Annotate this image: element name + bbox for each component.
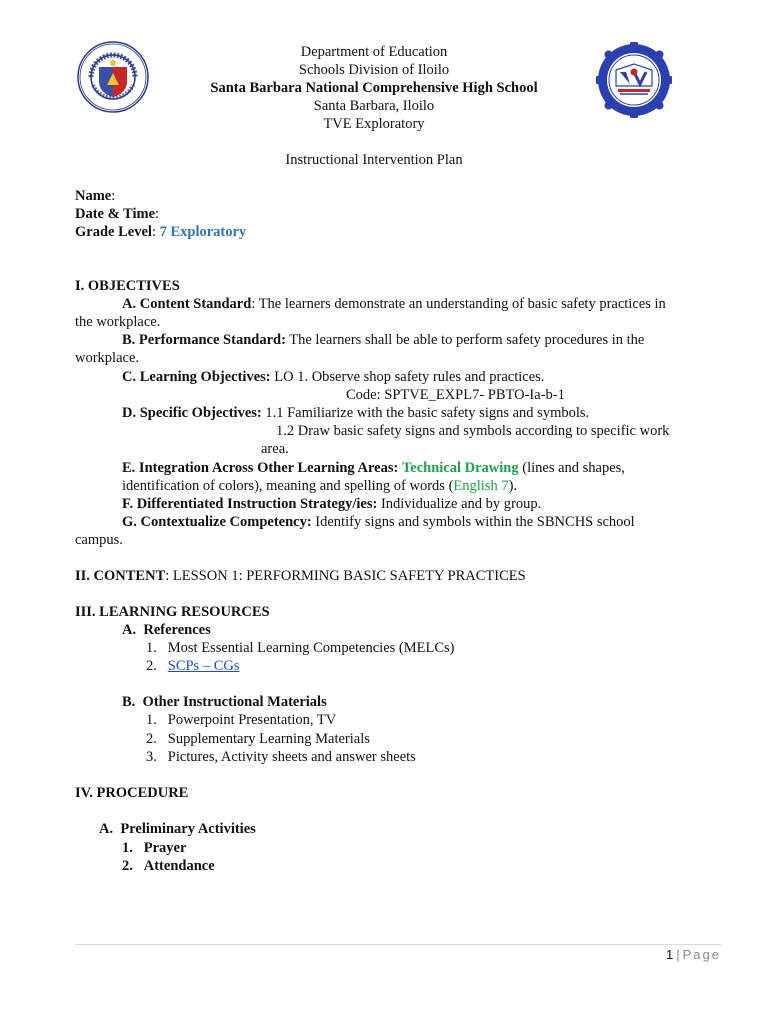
specific-objectives-label: D. Specific Objectives: (122, 405, 262, 421)
objectives-heading: I. OBJECTIVES (75, 278, 180, 294)
preliminary-activities-heading (99, 821, 256, 838)
list-item (146, 731, 370, 748)
list-item-number: 1. (146, 712, 157, 728)
list-item-text: Attendance (143, 858, 215, 874)
page-footer (666, 947, 721, 962)
list-item (122, 840, 186, 857)
specific-objectives-text-1: 1.1 Familiarize with the basic safety signs and symbols. (261, 405, 590, 421)
list-item-text: Powerpoint Presentation, TV (167, 712, 337, 728)
content-text: : LESSON 1: PERFORMING BASIC SAFETY PRACTICES (165, 568, 526, 584)
list-item-text: Supplementary Learning Materials (167, 731, 370, 747)
preliminary-label: Preliminary Activities (120, 821, 256, 837)
name-colon: : (111, 188, 116, 204)
learning-resources-heading: III. LEARNING RESOURCES (75, 604, 270, 620)
integration-technical-drawing: Technical Drawing (401, 460, 519, 476)
date-time-label: Date & Time (75, 206, 156, 222)
integration-text-2a: identification of colors), meaning and spelling of words ( (122, 478, 454, 494)
content-standard-label: A. Content Standard (122, 296, 252, 312)
performance-standard (122, 332, 644, 349)
list-item (122, 858, 215, 875)
performance-standard-label: B. Performance Standard: (122, 332, 286, 348)
learning-objectives (122, 369, 544, 386)
list-item-text: Pictures, Activity sheets and answer sheets (167, 749, 416, 765)
page-word: Page (682, 947, 721, 962)
header-school-name: Santa Barbara National Comprehensive High School (210, 80, 538, 96)
differentiated-instruction-text: Individualize and by group. (377, 496, 542, 512)
contextualize-competency-cont: campus. (75, 532, 123, 548)
name-label: Name (75, 188, 112, 204)
footer-divider (75, 944, 721, 945)
performance-standard-text: The learners shall be able to perform safety procedures in the (285, 332, 645, 348)
specific-objectives-text-2: 1.2 Draw basic safety signs and symbols according to specific work (276, 423, 670, 439)
content-standard-cont: the workplace. (75, 314, 161, 330)
list-item-number: 3. (146, 749, 157, 765)
integration-areas-cont (122, 478, 517, 495)
content-standard-text: : The learners demonstrate an understanding of basic safety practices in (251, 296, 666, 312)
scps-cgs-link[interactable]: SCPs – CGs (167, 658, 240, 674)
references-label: References (143, 622, 211, 638)
header-line-program: TVE Exploratory (323, 116, 425, 132)
list-item-text: Most Essential Learning Competencies (MELCs) (167, 640, 455, 656)
footer-separator: | (676, 947, 680, 962)
page-number: 1 (666, 947, 674, 962)
content-standard (122, 296, 666, 313)
differentiated-instruction-label: F. Differentiated Instruction Strategy/ies: (122, 496, 378, 512)
references-marker: A. (122, 622, 137, 638)
list-item-number: 2. (146, 658, 157, 674)
date-time-colon: : (155, 206, 160, 222)
learning-objectives-code: Code: SPTVE_EXPL7- PBTO-Ia-b-1 (346, 387, 565, 403)
differentiated-instruction (122, 496, 541, 513)
contextualize-competency (122, 514, 635, 531)
content-section (75, 568, 526, 585)
contextualize-competency-text: Identify signs and symbols within the SBNCHS school (311, 514, 635, 530)
learning-objectives-text: LO 1. Observe shop safety rules and practices. (270, 369, 545, 385)
header-line-department: Department of Education (300, 44, 448, 60)
list-item (146, 712, 336, 729)
grade-level-field (75, 224, 246, 241)
performance-standard-cont: workplace. (75, 350, 140, 366)
date-time-field (75, 206, 159, 223)
references-heading (122, 622, 211, 639)
instructional-materials-heading (122, 694, 327, 711)
integration-english-7: English 7 (453, 478, 509, 494)
integration-areas (122, 460, 625, 477)
preliminary-marker: A. (99, 821, 114, 837)
integration-text-1: (lines and shapes, (518, 460, 625, 476)
document-title: Instructional Intervention Plan (285, 152, 463, 168)
list-item-number: 2. (146, 731, 157, 747)
list-item (146, 658, 239, 675)
grade-level-value: 7 Exploratory (159, 224, 247, 240)
list-item-text: Prayer (143, 840, 187, 856)
list-item-number: 2. (122, 858, 133, 874)
specific-objectives (122, 405, 589, 422)
procedure-heading: IV. PROCEDURE (75, 785, 189, 801)
list-item-number: 1. (146, 640, 157, 656)
learning-objectives-label: C. Learning Objectives: (122, 369, 271, 385)
content-heading: II. CONTENT (75, 568, 166, 584)
header-line-location: Santa Barbara, Iloilo (313, 98, 435, 114)
grade-level-colon: : (151, 224, 156, 240)
grade-level-label: Grade Level (75, 224, 152, 240)
materials-marker: B. (122, 694, 136, 710)
list-item (146, 640, 454, 657)
specific-objectives-text-3: area. (261, 441, 289, 457)
integration-areas-label: E. Integration Across Other Learning Areas: (122, 460, 399, 476)
materials-label: Other Instructional Materials (142, 694, 327, 710)
contextualize-competency-label: G. Contextualize Competency: (122, 514, 312, 530)
list-item (146, 749, 416, 766)
name-field (75, 188, 115, 205)
list-item-number: 1. (122, 840, 133, 856)
header-line-division: Schools Division of Iloilo (298, 62, 450, 78)
integration-text-2b: ). (508, 478, 518, 494)
